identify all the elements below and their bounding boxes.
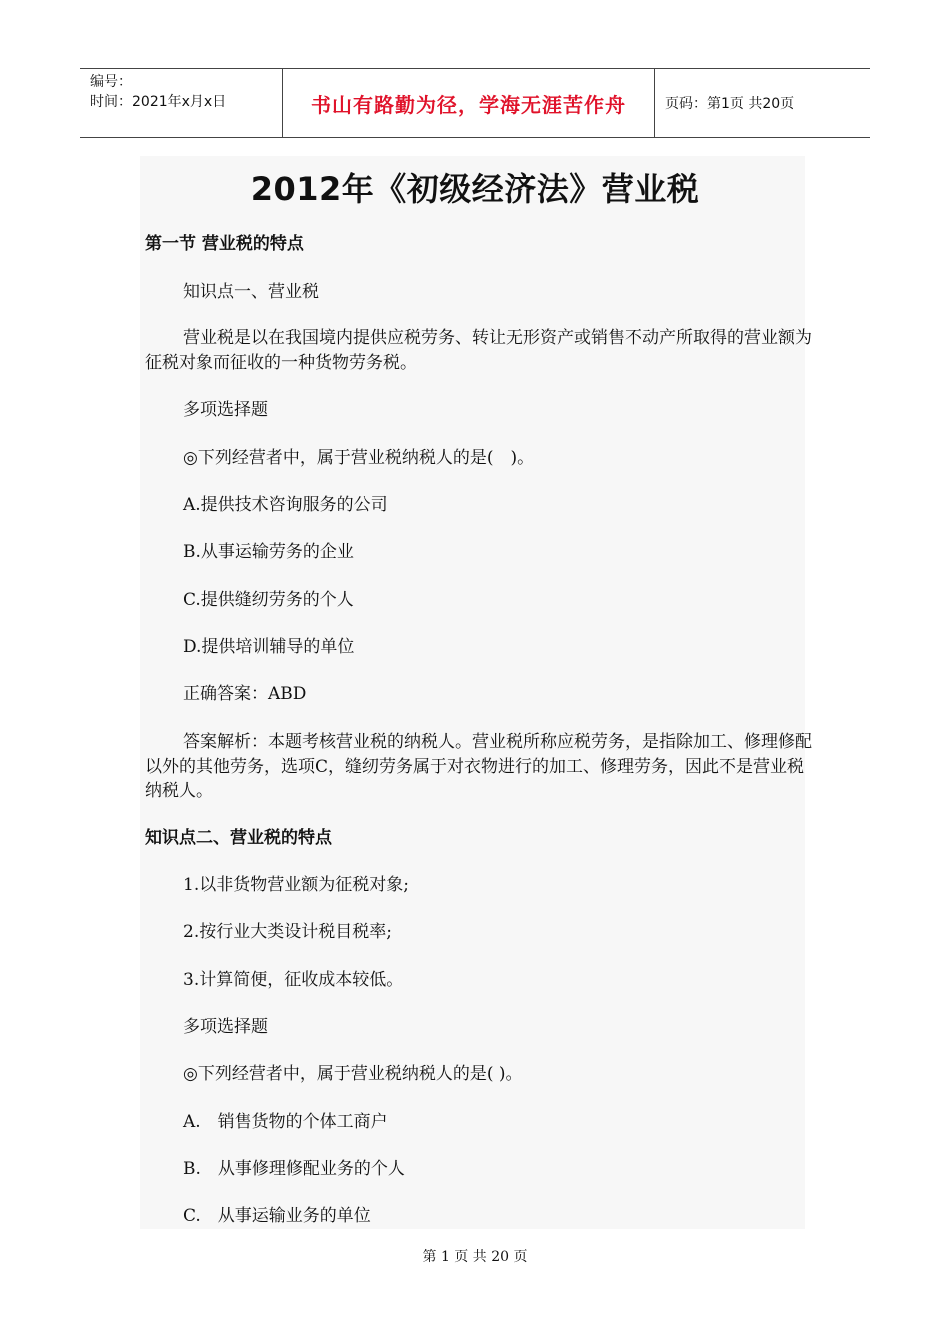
feature-item-3: 3.计算简便，征收成本较低。 [183, 970, 404, 990]
definition-paragraph: 营业税是以在我国境内提供应税劳务、转让无形资产或销售不动产所取得的营业额为征税对象而征收的一种货物劳务税。 [145, 328, 812, 373]
correct-answer-1: 正确答案：ABD [183, 684, 307, 704]
header-page-cell [655, 69, 870, 137]
feature-item-1: 1.以非货物营业额为征税对象; [183, 875, 409, 895]
section-heading-2: 知识点二、营业税的特点 [145, 828, 332, 848]
document-time-label: 时间：2021年x月x日 [90, 94, 227, 110]
motto-text: 书山有路勤为径，学海无涯苦作舟 [311, 92, 626, 117]
section-heading-1: 第一节 营业税的特点 [145, 234, 304, 254]
knowledge-point-1: 知识点一、营业税 [183, 282, 319, 302]
feature-item-2: 2.按行业大类设计税目税率; [183, 922, 392, 942]
page-code: 页码：第1页 共20页 [665, 96, 795, 112]
option-a-1: A.提供技术咨询服务的公司 [183, 495, 388, 515]
option-b-1: B.从事运输劳务的企业 [183, 542, 354, 562]
header-left-cell [80, 69, 282, 137]
answer-analysis-1: 答案解析：本题考核营业税的纳税人。营业税所称应税劳务，是指除加工、修理修配以外的其他劳务，选项C，缝纫劳务属于对衣物进行的加工、修理劳务，因此不是营业税纳税人。 [145, 732, 812, 801]
question-type-2: 多项选择题 [183, 1017, 268, 1037]
option-c-2: C. 从事运输业务的单位 [183, 1206, 371, 1226]
option-c-1: C.提供缝纫劳务的个人 [183, 590, 354, 610]
question-stem-1: ◎下列经营者中，属于营业税纳税人的是( )。 [183, 448, 535, 468]
question-stem-2: ◎下列经营者中，属于营业税纳税人的是( )。 [183, 1064, 523, 1084]
option-d-1: D.提供培训辅导的单位 [183, 637, 355, 657]
document-number-label: 编号： [90, 74, 132, 90]
question-type-1: 多项选择题 [183, 400, 268, 420]
option-a-2: A. 销售货物的个体工商户 [183, 1112, 388, 1132]
option-b-2: B. 从事修理修配业务的个人 [183, 1159, 405, 1179]
header-motto-cell [282, 69, 655, 137]
page-title: 2012年《初级经济法》营业税 [250, 170, 700, 208]
page-footer: 第 1 页 共 20 页 [422, 1249, 528, 1265]
header-table [80, 68, 870, 138]
